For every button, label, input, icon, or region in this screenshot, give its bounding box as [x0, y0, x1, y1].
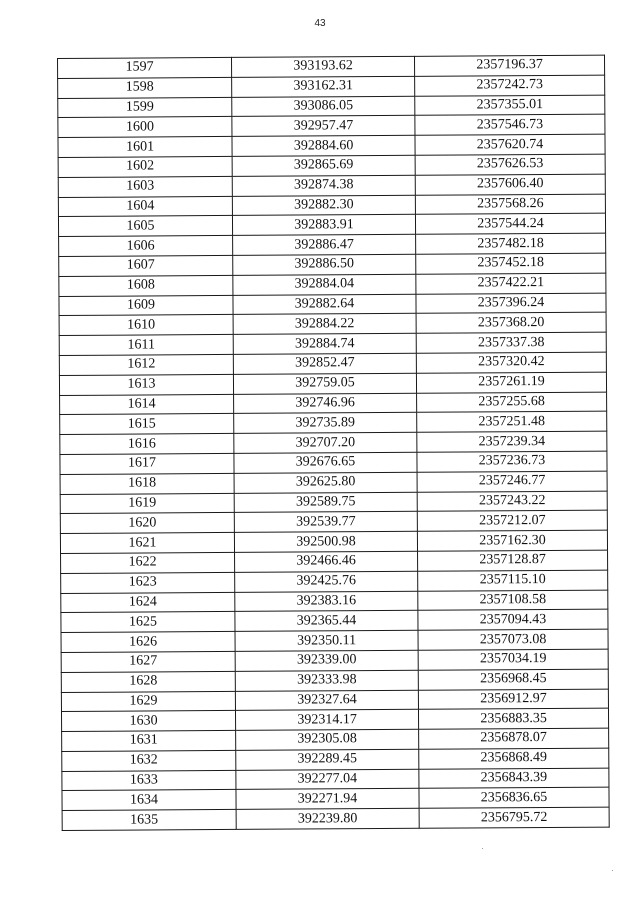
x-coordinate-cell: 392884.04 [233, 274, 416, 295]
y-coordinate-cell: 2357568.26 [415, 194, 605, 215]
point-number-cell: 1620 [60, 513, 234, 534]
x-coordinate-cell: 392625.80 [234, 472, 417, 493]
y-coordinate-cell: 2357606.40 [415, 174, 605, 195]
y-coordinate-cell: 2357422.21 [416, 273, 606, 294]
y-coordinate-cell: 2356868.49 [419, 748, 609, 769]
coordinates-table-container [57, 55, 596, 831]
point-number-cell: 1603 [58, 176, 232, 197]
x-coordinate-cell: 392277.04 [236, 769, 419, 790]
x-coordinate-cell: 392676.65 [234, 452, 417, 473]
point-number-cell: 1606 [59, 236, 233, 257]
y-coordinate-cell: 2356795.72 [419, 807, 609, 828]
x-coordinate-cell: 392314.17 [235, 710, 418, 731]
point-number-cell: 1617 [60, 453, 234, 474]
y-coordinate-cell: 2357626.53 [415, 154, 605, 175]
point-number-cell: 1614 [60, 394, 234, 415]
scan-speck [612, 870, 613, 871]
point-number-cell: 1629 [61, 691, 235, 712]
point-number-cell: 1616 [60, 434, 234, 455]
point-number-cell: 1601 [58, 137, 232, 158]
point-number-cell: 1632 [62, 750, 236, 771]
coordinates-table [57, 55, 610, 831]
point-number-cell: 1599 [58, 97, 232, 118]
x-coordinate-cell: 392884.74 [233, 333, 416, 354]
x-coordinate-cell: 392383.16 [235, 591, 418, 612]
y-coordinate-cell: 2357073.08 [418, 629, 608, 650]
y-coordinate-cell: 2356878.07 [419, 728, 609, 749]
x-coordinate-cell: 392466.46 [235, 551, 418, 572]
x-coordinate-cell: 392886.50 [233, 254, 416, 275]
y-coordinate-cell: 2357115.10 [418, 570, 608, 591]
x-coordinate-cell: 392350.11 [235, 630, 418, 651]
x-coordinate-cell: 392239.80 [236, 809, 419, 830]
point-number-cell: 1610 [59, 315, 233, 336]
x-coordinate-cell: 392884.60 [232, 136, 415, 157]
y-coordinate-cell: 2357094.43 [418, 609, 608, 630]
point-number-cell: 1607 [59, 255, 233, 276]
x-coordinate-cell: 393086.05 [232, 96, 415, 117]
y-coordinate-cell: 2357337.38 [416, 332, 606, 353]
x-coordinate-cell: 392882.64 [233, 294, 416, 315]
point-number-cell: 1633 [62, 770, 236, 791]
x-coordinate-cell: 392957.47 [232, 116, 415, 137]
y-coordinate-cell: 2357251.48 [417, 411, 607, 432]
y-coordinate-cell: 2357236.73 [417, 451, 607, 472]
y-coordinate-cell: 2357128.87 [418, 550, 608, 571]
y-coordinate-cell: 2357396.24 [416, 293, 606, 314]
x-coordinate-cell: 392883.91 [232, 215, 415, 236]
point-number-cell: 1630 [61, 711, 235, 732]
point-number-cell: 1598 [58, 77, 232, 98]
y-coordinate-cell: 2357368.20 [416, 313, 606, 334]
point-number-cell: 1600 [58, 117, 232, 138]
point-number-cell: 1609 [59, 295, 233, 316]
y-coordinate-cell: 2357242.73 [415, 75, 605, 96]
y-coordinate-cell: 2356836.65 [419, 788, 609, 809]
x-coordinate-cell: 392500.98 [234, 531, 417, 552]
x-coordinate-cell: 393193.62 [231, 56, 414, 77]
x-coordinate-cell: 392882.30 [232, 195, 415, 216]
y-coordinate-cell: 2357452.18 [416, 253, 606, 274]
point-number-cell: 1618 [60, 473, 234, 494]
x-coordinate-cell: 392886.47 [233, 234, 416, 255]
point-number-cell: 1619 [60, 493, 234, 514]
y-coordinate-cell: 2356883.35 [418, 708, 608, 729]
x-coordinate-cell: 392589.75 [234, 492, 417, 513]
point-number-cell: 1634 [62, 790, 236, 811]
y-coordinate-cell: 2357034.19 [418, 649, 608, 670]
point-number-cell: 1613 [59, 374, 233, 395]
point-number-cell: 1602 [58, 156, 232, 177]
y-coordinate-cell: 2357546.73 [415, 115, 605, 136]
table-body [58, 55, 610, 830]
point-number-cell: 1622 [61, 552, 235, 573]
y-coordinate-cell: 2357108.58 [418, 590, 608, 611]
y-coordinate-cell: 2357355.01 [415, 95, 605, 116]
point-number-cell: 1615 [60, 414, 234, 435]
x-coordinate-cell: 392746.96 [234, 393, 417, 414]
point-number-cell: 1626 [61, 632, 235, 653]
x-coordinate-cell: 392333.98 [235, 670, 418, 691]
y-coordinate-cell: 2357320.42 [416, 352, 606, 373]
y-coordinate-cell: 2357162.30 [417, 530, 607, 551]
table-row [62, 807, 609, 830]
point-number-cell: 1597 [58, 57, 232, 78]
point-number-cell: 1611 [59, 335, 233, 356]
x-coordinate-cell: 392289.45 [236, 749, 419, 770]
point-number-cell: 1621 [60, 533, 234, 554]
point-number-cell: 1628 [61, 671, 235, 692]
point-number-cell: 1612 [59, 354, 233, 375]
point-number-cell: 1627 [61, 651, 235, 672]
x-coordinate-cell: 392271.94 [236, 789, 419, 810]
x-coordinate-cell: 393162.31 [232, 76, 415, 97]
x-coordinate-cell: 392759.05 [233, 373, 416, 394]
x-coordinate-cell: 392884.22 [233, 314, 416, 335]
y-coordinate-cell: 2357255.68 [417, 392, 607, 413]
x-coordinate-cell: 392874.38 [232, 175, 415, 196]
x-coordinate-cell: 392365.44 [235, 611, 418, 632]
y-coordinate-cell: 2357239.34 [417, 431, 607, 452]
point-number-cell: 1604 [58, 196, 232, 217]
y-coordinate-cell: 2356912.97 [418, 689, 608, 710]
y-coordinate-cell: 2357482.18 [416, 233, 606, 254]
point-number-cell: 1625 [61, 612, 235, 633]
x-coordinate-cell: 392425.76 [235, 571, 418, 592]
y-coordinate-cell: 2357243.22 [417, 491, 607, 512]
x-coordinate-cell: 392339.00 [235, 650, 418, 671]
y-coordinate-cell: 2356968.45 [418, 669, 608, 690]
point-number-cell: 1631 [62, 731, 236, 752]
point-number-cell: 1608 [59, 275, 233, 296]
x-coordinate-cell: 392539.77 [234, 512, 417, 533]
point-number-cell: 1635 [62, 810, 236, 831]
x-coordinate-cell: 392707.20 [234, 432, 417, 453]
y-coordinate-cell: 2357544.24 [415, 214, 605, 235]
x-coordinate-cell: 392865.69 [232, 155, 415, 176]
y-coordinate-cell: 2357212.07 [417, 510, 607, 531]
point-number-cell: 1624 [61, 592, 235, 613]
scan-speck [482, 848, 483, 849]
y-coordinate-cell: 2357261.19 [416, 372, 606, 393]
x-coordinate-cell: 392735.89 [234, 413, 417, 434]
point-number-cell: 1605 [58, 216, 232, 237]
x-coordinate-cell: 392852.47 [233, 353, 416, 374]
y-coordinate-cell: 2357246.77 [417, 471, 607, 492]
y-coordinate-cell: 2357620.74 [415, 134, 605, 155]
point-number-cell: 1623 [61, 572, 235, 593]
page-number: 43 [314, 18, 326, 29]
x-coordinate-cell: 392327.64 [235, 690, 418, 711]
y-coordinate-cell: 2356843.39 [419, 768, 609, 789]
y-coordinate-cell: 2357196.37 [414, 55, 604, 76]
x-coordinate-cell: 392305.08 [236, 729, 419, 750]
